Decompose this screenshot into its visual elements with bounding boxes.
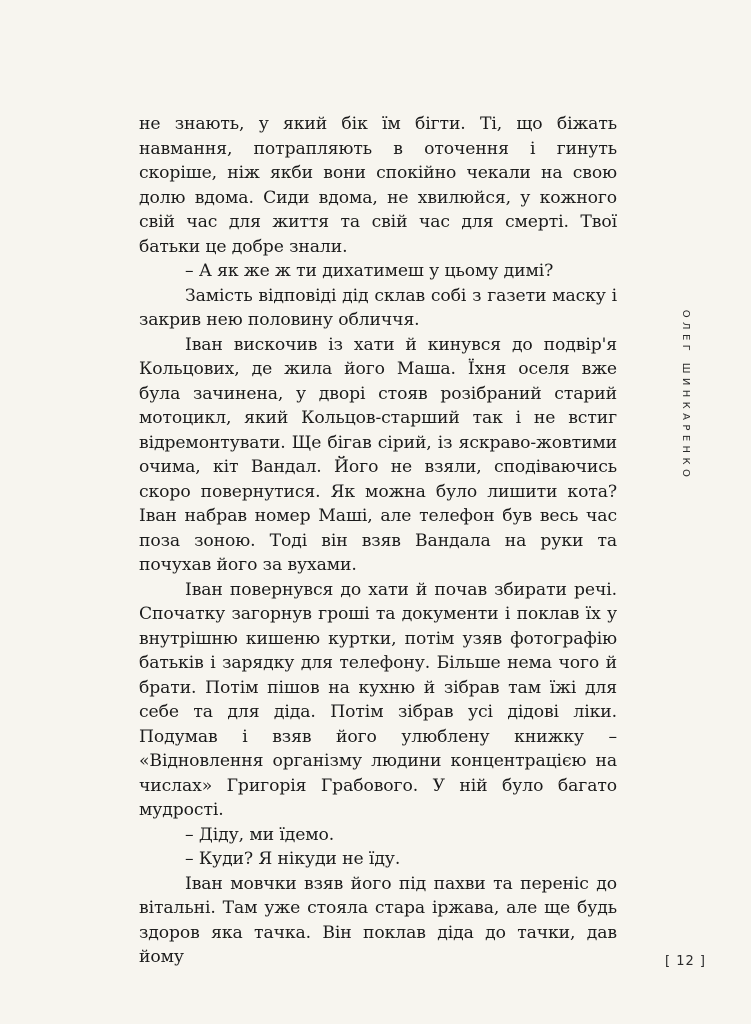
- paragraph-5: Іван повернувся до хати й почав збирати речі. Спочатку загорнув гроші та документи і поклав їх у внутрішню кишеню куртки, потім узяв фотографію батьків і зарядку для телефону. Більше нема чого й брати. Потім пішов на кухню й зібрав там їжі для себе та для діда. Потім зібрав усі дідові ліки. Подумав і взяв його улюблену книжку – «Відновлення організму людини концентрацією на числах» Григорія Грабового. У ній було багато мудрості.: [139, 579, 617, 820]
- body-text: [139, 112, 617, 970]
- paragraph-1: не знають, у який бік їм бігти. Ті, що біжать навмання, потрапляють в оточення і гинуть скоріше, ніж якби вони спокійно чекали на свою долю вдома. Сиди вдома, не хвилюйся, у кожного свій час для життя та свій час для смерті. Твої батьки це добре знали.: [139, 114, 617, 257]
- paragraph-7: – Куди? Я нікуди не їду.: [185, 849, 401, 869]
- paragraph-4: Іван вискочив із хати й кинувся до подвір'я Кольцових, де жила його Маша. Їхня оселя вже була зачинена, у дворі стояв розібраний старий мотоцикл, який Кольцов-старший так і не встиг відремонтувати. Ще бігав сірий, із яскраво-жовтими очима, кіт Вандал. Його не взяли, сподіваючись скоро повернутися. Як можна було лишити кота? Іван набрав номер Маші, але телефон був весь час поза зоною. Тоді він взяв Вандала на руки та почухав його за вухами.: [139, 334, 617, 575]
- running-head-text: ОЛЕГ ШИНКАРЕНКО: [680, 309, 692, 481]
- page-number: [ 12 ]: [665, 954, 706, 969]
- paragraph-3: Замість відповіді дід склав собі з газети маску і закрив нею половину обличчя.: [139, 285, 617, 330]
- paragraph-8: Іван мовчки взяв його під пахви та переніс до вітальні. Там уже стояла стара іржава, але ще будь здоров яка тачка. Він поклав діда до тачки, дав йому: [139, 873, 617, 967]
- running-head-author: [676, 300, 696, 490]
- paragraph-2: – А як же ж ти дихатимеш у цьому димі?: [185, 261, 554, 281]
- paragraph-6: – Діду, ми їдемо.: [185, 824, 335, 845]
